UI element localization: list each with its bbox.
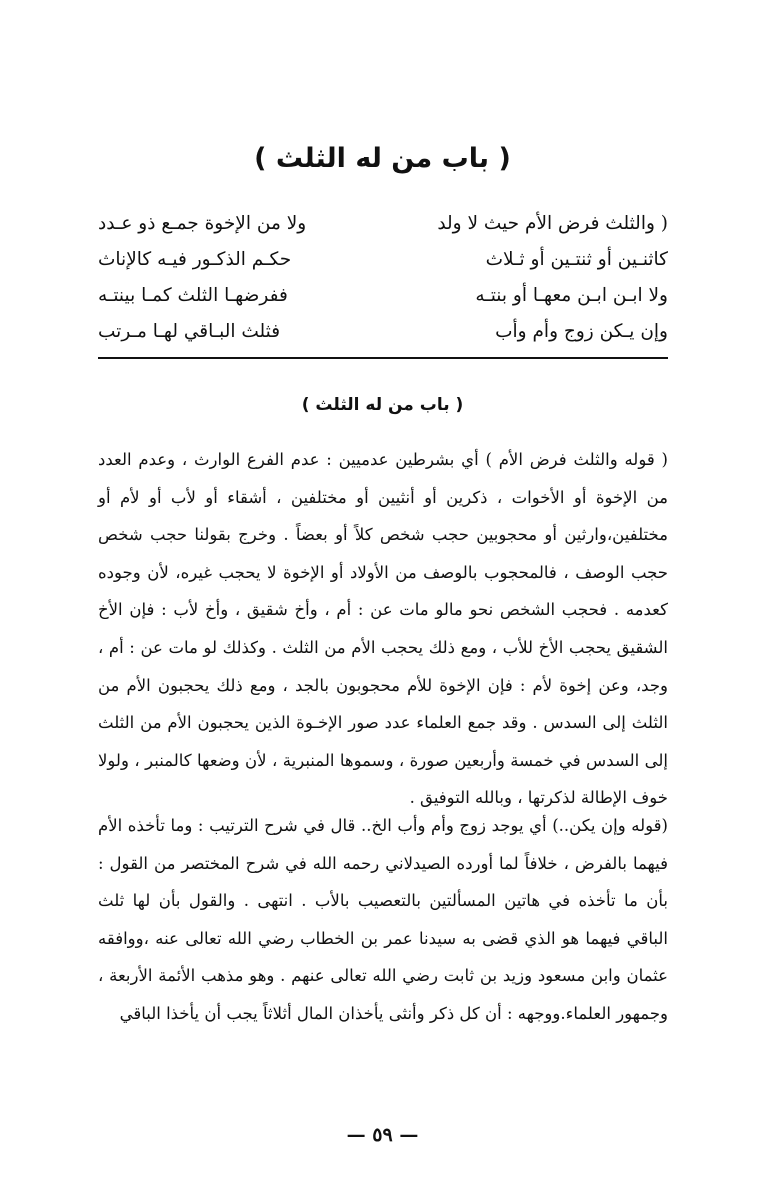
verse-second-hemistich: فثلث البـاقي لهـا مـرتب <box>98 320 281 342</box>
commentary-paragraph: ( قوله والثلث فرض الأم ) أي بشرطين عدميين : عدم الفرع الوارث ، وعدم العدد من الإخوة أو الأخوات ، ذكرين أو أنثيين أو مختلفين ، أشقاء أو لأب أو لأم أو مختلفين،وارثين أو محجوبين حجب شخص كلاً أو بعضاً . وخرج بقولنا حجب شخص حجب الوصف ، فالمحجوب بالوصف من الأولاد أو الإخوة لا يحجب غيره، لأن وجوده كعدمه . فحجب الشخص نحو مالو مات عن : أم ، وأخ شقيق ، وأخ لأب : فإن الأخ الشقيق يحجب الأخ للأب ، ومع ذلك يحجب الأم من الثلث . وكذلك لو مات عن : أم ، وجد، وعن إخوة لأم : فإن الإخوة للأم محجوبون بالجد ، ومع ذلك يحجبون الأم من الثلث إلى السدس . وقد جمع العلماء عدد صور الإخـوة الذين يحجبون الأم من الثلث إلى السدس في خمسة وأربعين صورة ، وسموها المنبرية ، لأن وضعها كالمنبر ، ولولا خوف الإطالة لذكرتها ، وبالله التوفيق . <box>98 450 668 808</box>
poem-verse <box>98 241 668 277</box>
chapter-title: ( باب من له الثلث ) <box>254 143 511 174</box>
verse-second-hemistich: حكـم الذكـور فيـه كالإناث <box>98 248 292 270</box>
verse-second-hemistich: ففرضهـا الثلث كمـا بينتـه <box>98 284 288 306</box>
section-divider <box>98 357 668 359</box>
commentary-title: ( باب من له الثلث ) <box>301 395 464 415</box>
verse-second-hemistich: ولا من الإخوة جمـع ذو عـدد <box>98 212 307 234</box>
poem-verse <box>98 205 668 241</box>
commentary-paragraph: (قوله وإن يكن..) أي يوجد زوج وأم وأب الخ.. قال في شرح الترتيب : وما تأخذه الأم فيهما بالفرض ، خلافاً لما أورده الصيدلاني رحمه الله في شرح المختصر من القول : بأن ما تأخذه في هاتين المسألتين بالتعصيب بالأب . انتهى . والقول بأن لها ثلث الباقي فيهما هو الذي قضى به سيدنا عمر بن الخطاب رضي الله تعالى عنه ،ووافقه عثمان وابن مسعود وزيد بن ثابت رضي الله تعالى عنهم . وهو مذهب الأئمة الأربعة ، وجمهور العلماء.ووجهه : أن كل ذكر وأنثى يأخذان المال أثلاثاً يجب أن يأخذا الباقي <box>98 816 668 1023</box>
verse-first-hemistich: وإن يـكن زوج وأم وأب <box>495 320 668 342</box>
poem-verse <box>98 277 668 313</box>
poem-verse <box>98 313 668 349</box>
verse-first-hemistich: ( والثلث فرض الأم حيث لا ولد <box>437 212 668 234</box>
poem-block <box>98 205 668 349</box>
verse-first-hemistich: ولا ابـن ابـن معهـا أو بنتـه <box>475 284 668 306</box>
verse-first-hemistich: كاثنـين أو ثنتـين أو ثـلاث <box>485 248 668 270</box>
page-number: — ٥٩ — <box>346 1124 419 1146</box>
